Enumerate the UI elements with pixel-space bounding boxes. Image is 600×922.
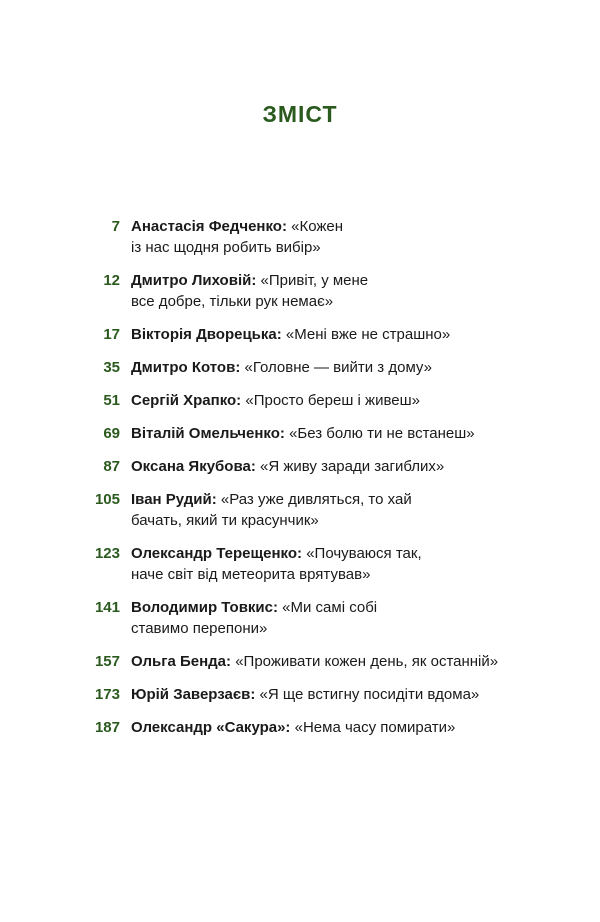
- person-name: Оксана Якубова:: [131, 458, 256, 475]
- person-name: Вікторія Дворецька:: [131, 326, 282, 343]
- quote: «Я ще встигну посидіти вдома»: [259, 686, 480, 703]
- quote: із нас щодня робить вибір»: [131, 239, 321, 256]
- entry-line: [131, 270, 600, 291]
- toc-entry[interactable]: [0, 357, 600, 378]
- page-number: 35: [103, 359, 120, 376]
- entry-text: [131, 717, 600, 738]
- toc-entry[interactable]: [0, 717, 600, 738]
- entry-line: [131, 390, 600, 411]
- person-name: Дмитро Лиховій:: [131, 272, 257, 289]
- person-name: Віталій Омельченко:: [131, 425, 285, 442]
- entry-line: [131, 357, 600, 378]
- toc-entry[interactable]: [0, 423, 600, 444]
- entry-line: [131, 291, 600, 312]
- entry-line: [131, 618, 600, 639]
- toc-entry[interactable]: [0, 597, 600, 639]
- toc-entry[interactable]: [0, 270, 600, 312]
- entry-text: [131, 489, 600, 531]
- quote: «Мені вже не страшно»: [285, 326, 451, 343]
- entry-line: [131, 597, 600, 618]
- entry-line: [131, 717, 600, 738]
- person-name: Олександр Терещенко:: [131, 545, 303, 562]
- entry-line: [131, 510, 600, 531]
- table-of-contents: [0, 216, 600, 750]
- page-number: 7: [111, 218, 120, 235]
- page-number: 87: [103, 458, 120, 475]
- quote: «Головне — вийти з дому»: [244, 359, 432, 376]
- entry-text: [131, 357, 600, 378]
- person-name: Ольга Бенда:: [131, 653, 232, 670]
- entry-text: [131, 216, 600, 258]
- entry-text: [131, 390, 600, 411]
- person-name: Сергій Храпко:: [131, 392, 242, 409]
- quote: «Кожен: [291, 218, 344, 235]
- quote: «Я живу заради загиблих»: [260, 458, 445, 475]
- entry-line: [131, 543, 600, 564]
- entry-text: [131, 423, 600, 444]
- quote: все добре, тільки рук немає»: [131, 293, 334, 310]
- toc-entry[interactable]: [0, 324, 600, 345]
- quote: наче світ від метеорита врятував»: [131, 566, 371, 583]
- quote: «Без болю ти не встанеш»: [289, 425, 475, 442]
- entry-line: [131, 216, 600, 237]
- person-name: Володимир Товкис:: [131, 599, 278, 616]
- entry-text: [131, 597, 600, 639]
- entry-line: [131, 423, 600, 444]
- person-name: Анастасія Федченко:: [131, 218, 287, 235]
- person-name: Юрій Заверзаєв:: [131, 686, 256, 703]
- page-number: 173: [94, 686, 120, 703]
- toc-entry[interactable]: [0, 216, 600, 258]
- quote: «Проживати кожен день, як останній»: [235, 653, 499, 670]
- entry-text: [131, 456, 600, 477]
- toc-entry[interactable]: [0, 489, 600, 531]
- entry-text: [131, 270, 600, 312]
- toc-entry[interactable]: [0, 651, 600, 672]
- page-number: 69: [103, 425, 120, 442]
- entry-line: [131, 651, 600, 672]
- entry-line: [131, 456, 600, 477]
- page-number: 105: [94, 491, 120, 508]
- quote: «Раз уже дивляться, то хай: [220, 491, 412, 508]
- page-number: 157: [94, 653, 120, 670]
- entry-text: [131, 684, 600, 705]
- entry-text: [131, 324, 600, 345]
- page-number: 187: [94, 719, 120, 736]
- person-name: Іван Рудий:: [131, 491, 217, 508]
- entry-line: [131, 489, 600, 510]
- page-number: 123: [94, 545, 120, 562]
- quote: бачать, який ти красунчик»: [131, 512, 319, 529]
- toc-entry[interactable]: [0, 543, 600, 585]
- entry-line: [131, 564, 600, 585]
- quote: «Привіт, у мене: [260, 272, 369, 289]
- page-number: 51: [103, 392, 120, 409]
- entry-line: [131, 324, 600, 345]
- quote: ставимо перепони»: [131, 620, 268, 637]
- toc-entry[interactable]: [0, 456, 600, 477]
- toc-entry[interactable]: [0, 684, 600, 705]
- entry-line: [131, 684, 600, 705]
- entry-line: [131, 237, 600, 258]
- person-name: Олександр «Сакура»:: [131, 719, 291, 736]
- quote: «Нема часу помирати»: [294, 719, 456, 736]
- quote: «Ми самі собі: [282, 599, 378, 616]
- page-number: 17: [103, 326, 120, 343]
- page-number: 141: [94, 599, 120, 616]
- entry-text: [131, 543, 600, 585]
- entry-text: [131, 651, 600, 672]
- page-number: 12: [103, 272, 120, 289]
- quote: «Почуваюся так,: [306, 545, 422, 562]
- quote: «Просто береш і живеш»: [245, 392, 420, 409]
- page-title: ЗМІСТ: [262, 101, 338, 127]
- toc-entry[interactable]: [0, 390, 600, 411]
- person-name: Дмитро Котов:: [131, 359, 241, 376]
